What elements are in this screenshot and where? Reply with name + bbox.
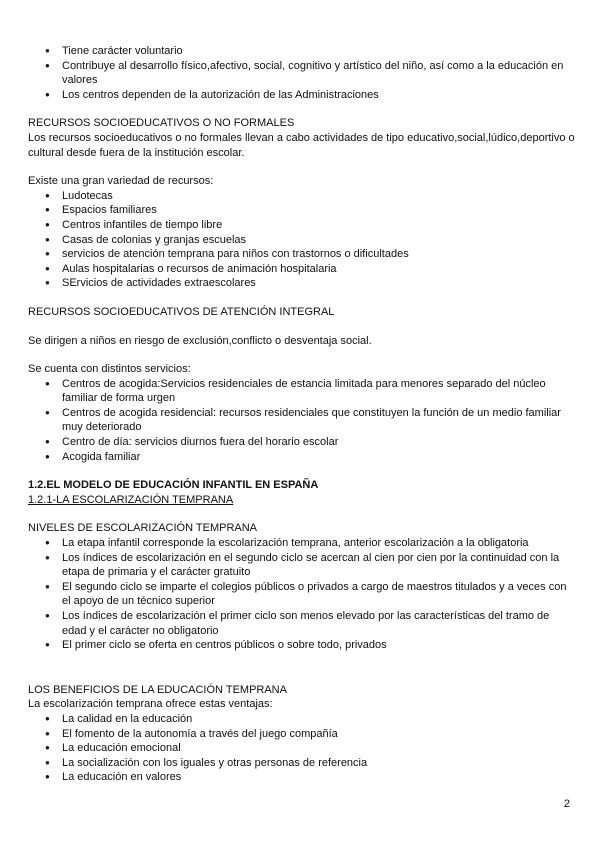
list-item: ● Centro de día: servicios diurnos fuera del horario escolar [62,435,576,450]
paragraph: La escolarización temprana ofrece estas ventajas: [28,698,273,711]
list-item: ● Centros de acogida:Servicios residenciales de estancia limitada para menores separado del núcleo familiar de forma urgen [62,377,576,406]
section-heading-levels: NIVELES DE ESCOLARIZACIÓN TEMPRANA [28,522,258,535]
characteristics-list [28,44,576,102]
list-item: ● Espacios familiares [62,203,576,218]
list-item: ● Centros de acogida residencial: recursos residenciales que constituyen la función de un medio familiar muy deteriorado [62,406,576,435]
paragraph: Se dirigen a niños en riesgo de exclusión,conflicto o desventaja social. [28,334,372,347]
section-heading-nonformal: RECURSOS SOCIOEDUCATIVOS O NO FORMALES [28,117,295,130]
list-item: ● El primer ciclo se oferta en centros públicos o sobre todo, privados [62,638,576,653]
benefits-list [28,712,576,785]
list-item: ● Acogida familiar [62,450,576,465]
list-item: ● La calidad en la educación [62,712,576,727]
resources-list [28,189,576,291]
document-page [28,44,576,785]
list-item: ● Casas de colonias y granjas escuelas [62,233,576,248]
levels-list [28,536,576,653]
list-item: ● Los índices de escolarización en el segundo ciclo se acercan al cien por cien por la continuidad con la etapa de primaria y el carácter gratuito [62,551,576,580]
section-heading-integral: RECURSOS SOCIOEDUCATIVOS DE ATENCIÓN INTEGRAL [28,305,335,318]
list-item: ● La educación en valores [62,770,576,785]
chapter-title: 1.2.EL MODELO DE EDUCACIÓN INFANTIL EN ESPAÑA [28,479,319,492]
list-item: ● servicios de atención temprana para niños con trastornos o dificultades [62,247,576,262]
section-heading-benefits: LOS BENEFICIOS DE LA EDUCACIÓN TEMPRANA [28,683,287,696]
list-item: ● Contribuye al desarrollo físico,afectivo, social, cognitivo y artístico del niño, así como a la educación en valores [62,59,576,88]
list-item: ● Los centros dependen de la autorización de las Administraciones [62,88,576,103]
paragraph: Existe una gran variedad de recursos: [28,175,214,188]
list-item: ● Los índices de escolarización el primer ciclo son menos elevado por las características del tramo de edad y el carácter no obligatorio [62,609,576,638]
list-item: ● El fomento de la autonomía a través del juego compañía [62,727,576,742]
list-item: ● La etapa infantil corresponde la escolarización temprana, anterior escolarización a la obligatoria [62,536,576,551]
page-number: 2 [563,798,570,810]
list-item: ● El segundo ciclo se imparte el colegios públicos o privados a cargo de maestros titulados y a veces con el apoyo de un técnico superior [62,580,576,609]
list-item: ● SErvicios de actividades extraescolares [62,276,576,291]
list-item: ● Ludotecas [62,189,576,204]
list-item: ● Aulas hospitalarias o recursos de animación hospitalaria [62,262,576,277]
services-list [28,377,576,465]
chapter-subtitle: 1.2.1-LA ESCOLARIZACIÓN TEMPRANA [28,493,234,506]
paragraph: Se cuenta con distintos servicios: [28,363,191,376]
list-item: ● Centros infantiles de tiempo libre [62,218,576,233]
list-item: ● Tiene carácter voluntario [62,44,576,59]
list-item: ● La socialización con los iguales y otras personas de referencia [62,756,576,771]
list-item: ● La educación emocional [62,741,576,756]
paragraph: Los recursos socioeducativos o no formales llevan a cabo actividades de tipo educativo,social,lúdico,deportivo o cultural desde fuera de la institución escolar. [28,131,575,159]
